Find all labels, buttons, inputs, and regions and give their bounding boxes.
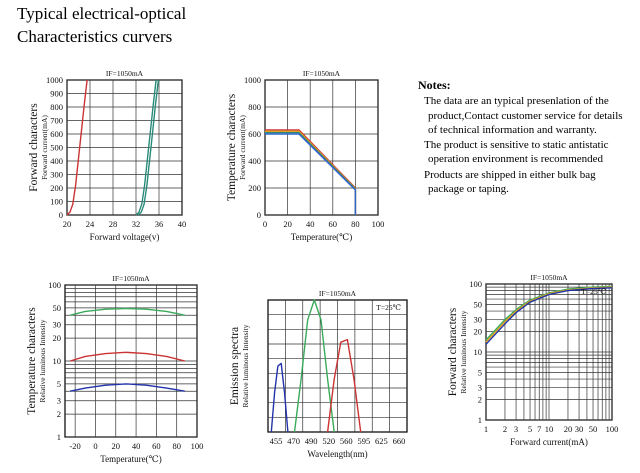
y-axis-label-main: Emission spectra	[229, 326, 241, 406]
chart-title: IF=1050mA	[112, 274, 150, 283]
x-tick-label: 40	[305, 219, 315, 229]
y-tick-label: 1	[56, 432, 61, 442]
x-tick-label: 60	[152, 441, 161, 451]
chart-annotation: T=25℃	[581, 287, 606, 296]
x-tick-label: -20	[69, 441, 81, 451]
y-tick-label: 600	[50, 129, 63, 139]
y-tick-label: 100	[50, 196, 63, 207]
x-axis-label: Temperature(℃)	[290, 232, 353, 242]
y-tick-label: 10	[473, 347, 482, 357]
y-tick-label: 500	[50, 142, 63, 153]
y-tick-label: 0	[58, 210, 63, 220]
y-tick-label: 800	[50, 102, 63, 112]
x-tick-label: 24	[85, 219, 95, 229]
x-tick-label: 490	[304, 436, 318, 446]
x-tick-label: 520	[322, 436, 336, 446]
x-tick-label: 7	[537, 424, 542, 434]
x-tick-label: 20	[62, 219, 72, 229]
y-tick-label: 3	[477, 382, 482, 393]
y-tick-label: 200	[248, 183, 261, 193]
note-item-1: The data are an typical presenlation of the product,Contact customer service for details of technical information and warranty.	[424, 95, 623, 136]
y-tick-label: 300	[50, 169, 63, 180]
x-tick-label: 100	[605, 424, 619, 434]
x-tick-label: 20	[111, 441, 121, 451]
x-tick-label: 455	[269, 436, 283, 446]
y-tick-label: 200	[50, 183, 63, 193]
x-tick-label: 32	[131, 219, 141, 229]
x-tick-label: 20	[283, 219, 292, 229]
x-tick-label: 0	[262, 219, 268, 229]
x-tick-label: 28	[108, 219, 118, 229]
x-tick-label: 100	[371, 219, 385, 229]
y-tick-label: 600	[248, 129, 261, 139]
chart-title: IF=1050mA	[302, 69, 341, 78]
x-tick-label: 20	[563, 424, 573, 434]
y-tick-label: 20	[473, 326, 482, 337]
y-axis-label-sub: Relative luminous Intensity	[38, 319, 47, 403]
y-tick-label: 1	[477, 415, 482, 425]
y-tick-label: 0	[256, 210, 261, 220]
x-tick-label: 40	[131, 441, 141, 451]
x-tick-label: 660	[392, 436, 406, 446]
y-tick-label: 2	[477, 394, 482, 405]
y-tick-label: 800	[248, 102, 261, 112]
x-tick-label: 10	[544, 424, 554, 434]
y-axis-label-sub: Relative luminous Intensity	[459, 310, 468, 394]
page-title-line-1: Typical electrical-optical	[17, 4, 187, 23]
x-axis-label: Forward voltage(v)	[89, 232, 160, 242]
chart-title: IF=1050mA	[105, 69, 144, 78]
y-axis-label-sub: Relative luminous Intensity	[241, 324, 250, 408]
x-tick-label: 1	[483, 424, 489, 434]
y-tick-label: 1000	[46, 75, 63, 85]
x-tick-label: 595	[357, 436, 371, 446]
x-tick-label: 5	[527, 424, 533, 434]
x-tick-label: 0	[93, 441, 98, 451]
y-axis-label-main: Temperature characters	[26, 307, 38, 415]
y-tick-label: 20	[52, 333, 61, 344]
x-tick-label: 625	[375, 436, 388, 446]
x-tick-label: 40	[177, 219, 187, 229]
y-tick-label: 50	[52, 302, 61, 313]
x-axis-label: Temperature(℃)	[100, 454, 162, 464]
y-tick-label: 5	[56, 378, 61, 389]
x-axis-label: Forward current(mA)	[510, 437, 588, 447]
y-tick-label: 30	[473, 314, 482, 325]
x-tick-label: 2	[502, 424, 508, 434]
y-tick-label: 1000	[244, 75, 261, 85]
x-tick-label: 50	[588, 424, 598, 434]
x-tick-label: 36	[154, 219, 164, 229]
x-tick-label: 80	[351, 219, 360, 229]
y-axis-label-sub: Forward current(mA)	[238, 115, 247, 180]
y-tick-label: 10	[52, 356, 61, 366]
y-tick-label: 30	[52, 319, 61, 330]
y-tick-label: 3	[56, 395, 61, 406]
y-axis-label-main: Forward characters	[28, 103, 40, 192]
y-tick-label: 400	[50, 156, 63, 166]
y-tick-label: 2	[56, 409, 61, 420]
y-tick-label: 5	[477, 367, 482, 378]
x-tick-label: 30	[574, 424, 584, 434]
y-tick-label: 400	[248, 156, 261, 166]
x-tick-label: 3	[513, 424, 519, 434]
x-tick-label: 80	[172, 441, 181, 451]
x-tick-label: 100	[190, 441, 204, 451]
chart-title: IF=1050mA	[530, 273, 568, 282]
y-axis-label-main: Forward characters	[447, 307, 459, 397]
y-axis-label-sub: Forward current(mA)	[40, 115, 49, 180]
page-title-line-2: Characteristics curvers	[17, 27, 173, 46]
x-tick-label: 560	[339, 436, 353, 446]
chart-title: IF=1050mA	[318, 289, 357, 298]
chart-annotation: T=25℃	[376, 303, 401, 312]
x-tick-label: 60	[328, 219, 338, 229]
y-tick-label: 100	[469, 279, 482, 289]
y-tick-label: 700	[50, 115, 63, 126]
x-tick-label: 470	[287, 436, 300, 446]
notes-heading: Notes:	[418, 78, 451, 92]
y-tick-label: 100	[48, 280, 61, 290]
note-item-3: Products are shipped in either bulk bag package or taping.	[424, 168, 596, 196]
y-tick-label: 50	[473, 299, 482, 310]
y-tick-label: 900	[50, 88, 63, 99]
y-axis-label-main: Temperature characters	[226, 93, 238, 202]
note-item-2: The product is sensitive to static antistatic operation environment is recommended	[424, 139, 609, 166]
x-axis-label: Wavelength(nm)	[307, 449, 368, 459]
